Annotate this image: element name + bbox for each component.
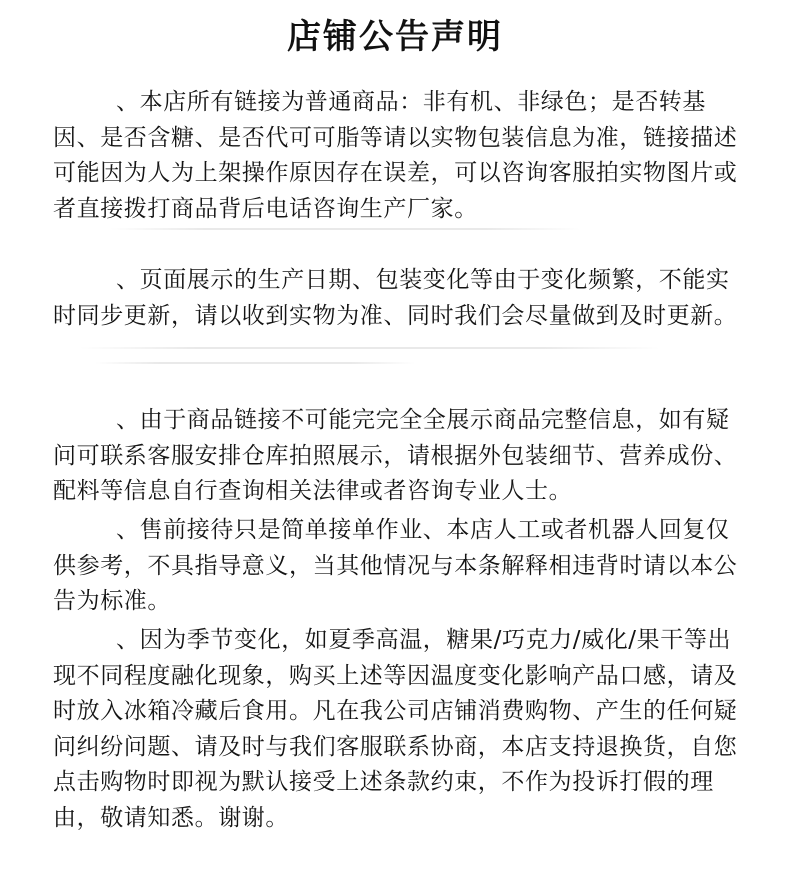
notice-paragraph-product-links: 、本店所有链接为普通商品：非有机、非绿色；是否转基因、是否含糖、是否代可可脂等请以实物包装信息为准，链接描述可能因为人为上架操作原因存在误差，可以咨询客服拍实物图片或者直接拨打商品背后电话咨询生产厂家。 — [53, 89, 738, 222]
notice-paragraph-presale-service: 、售前接待只是简单接单作业、本店人工或者机器人回复仅供参考，不具指导意义，当其他情况与本条解释相违背时请以本公告为标准。 — [53, 517, 738, 614]
notice-paragraph-product-info: 、由于商品链接不可能完完全全展示商品完整信息，如有疑问可联系客服安排仓库拍照展示，请根据外包装细节、营养成份、配料等信息自行查询相关法律或者咨询专业人士。 — [53, 407, 738, 504]
page-title: 店铺公告声明 — [287, 17, 503, 57]
notice-paragraph-production-date: 、页面展示的生产日期、包装变化等由于变化频繁，不能实时同步更新，请以收到实物为准、同时我们会尽量做到及时更新。 — [53, 267, 738, 329]
scan-smudge — [80, 347, 660, 349]
notice-paragraph-seasonal-melting: 、因为季节变化，如夏季高温，糖果/巧克力/威化/果干等出现不同程度融化现象，购买上述等因温度变化影响产品口感，请及时放入冰箱冷藏后食用。凡在我公司店铺消费购物、产生的任何疑问纠纷问题、请及时与我们客服联系协商，本店支持退换货，自您点击购物时即视为默认接受上述条款约束，不作为投诉打假的理由，敬请知悉。谢谢。 — [53, 627, 738, 831]
scan-smudge — [110, 228, 580, 230]
scan-smudge — [95, 362, 415, 364]
